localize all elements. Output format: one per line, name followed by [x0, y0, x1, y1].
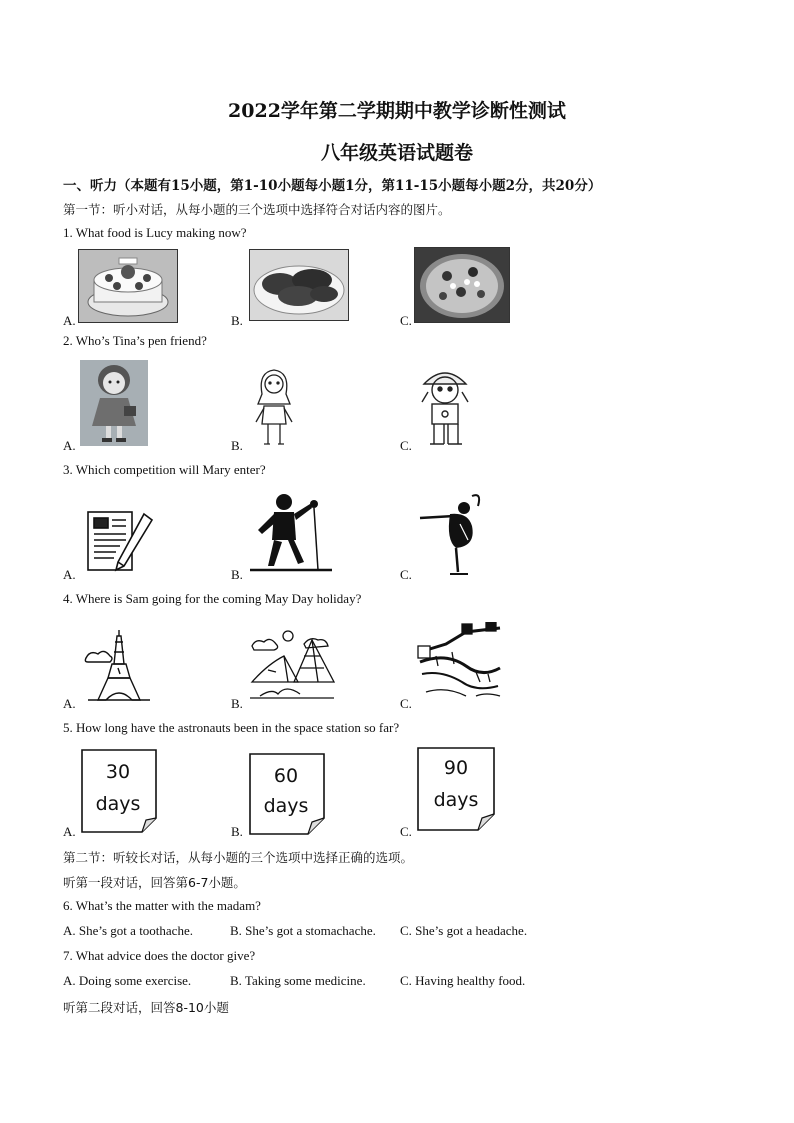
part2-instruction: 第二节：听较长对话，从每小题的三个选项中选择正确的选项。	[63, 850, 414, 865]
question-1: 1. What food is Lucy making now?	[63, 225, 247, 240]
question-5: 5. How long have the astronauts been in the space station so far?	[63, 720, 400, 735]
q4-option-b[interactable]: B.	[231, 696, 243, 711]
q7-option-a[interactable]: A. Doing some exercise.	[63, 973, 192, 988]
girl-long-hair-image[interactable]	[248, 364, 300, 448]
q5-option-a[interactable]: A.	[63, 824, 76, 839]
question-3: 3. Which competition will Mary enter?	[63, 462, 266, 477]
singer-with-microphone-image[interactable]	[248, 490, 334, 574]
q6-option-b[interactable]: B. She’s got a stomachache.	[230, 923, 376, 938]
cookies-image[interactable]	[249, 249, 349, 321]
exam-subtitle: 八年级英语试题卷	[320, 142, 473, 164]
card-90-unit: days	[433, 789, 479, 811]
ballet-dancer-image[interactable]	[416, 490, 488, 578]
q7-option-b[interactable]: B. Taking some medicine.	[230, 973, 366, 988]
girl-with-cap-image[interactable]	[414, 362, 476, 448]
q6-option-c[interactable]: C. She’s got a headache.	[400, 923, 528, 938]
q7-option-c[interactable]: C. Having healthy food.	[400, 973, 526, 988]
q3-option-c[interactable]: C.	[400, 567, 412, 582]
question-4: 4. Where is Sam going for the coming May Day holiday?	[63, 591, 362, 606]
q5-option-c[interactable]: C.	[400, 824, 412, 839]
q4-option-a[interactable]: A.	[63, 696, 76, 711]
listening-section-heading: 一、听力（本题有15小题，第1-10小题每小题1分，第11-15小题每小题2分，共20分）	[63, 178, 602, 194]
dialogue2-instruction: 听第二段对话，回答8-10小题	[63, 1000, 229, 1015]
card-90-days[interactable]	[416, 746, 496, 832]
card-60-number: 60	[273, 765, 299, 787]
card-90-number: 90	[443, 757, 469, 779]
eiffel-tower-image[interactable]	[84, 628, 154, 704]
pizza-image[interactable]	[414, 247, 510, 323]
q2-option-c[interactable]: C.	[400, 438, 412, 453]
part1-instruction: 第一节：听小对话，从每小题的三个选项中选择符合对话内容的图片。	[63, 202, 451, 217]
pyramids-image[interactable]	[248, 626, 336, 702]
q1-option-a[interactable]: A.	[63, 313, 76, 328]
exam-title: 2022学年第二学期期中教学诊断性测试	[228, 100, 566, 122]
question-2: 2. Who’s Tina’s pen friend?	[63, 333, 207, 348]
q6-option-a[interactable]: A. She’s got a toothache.	[63, 923, 193, 938]
cake-image[interactable]	[78, 249, 178, 323]
card-30-days[interactable]	[80, 748, 158, 834]
dialogue1-instruction: 听第一段对话，回答第6-7小题。	[63, 875, 246, 890]
card-60-days[interactable]	[248, 752, 326, 836]
q2-option-a[interactable]: A.	[63, 438, 76, 453]
q5-option-b[interactable]: B.	[231, 824, 243, 839]
card-30-unit: days	[95, 793, 141, 815]
q1-option-b[interactable]: B.	[231, 313, 243, 328]
q3-option-a[interactable]: A.	[63, 567, 76, 582]
question-6: 6. What’s the matter with the madam?	[63, 898, 261, 913]
q7-options-row	[63, 973, 526, 989]
question-7: 7. What advice does the doctor give?	[63, 948, 256, 963]
q3-option-b[interactable]: B.	[231, 567, 243, 582]
q4-option-c[interactable]: C.	[400, 696, 412, 711]
card-30-number: 30	[105, 761, 131, 783]
writing-paper-pen-image[interactable]	[84, 508, 156, 576]
girl-with-bag-image[interactable]	[80, 360, 148, 446]
q6-options-row	[63, 923, 528, 939]
q2-option-b[interactable]: B.	[231, 438, 243, 453]
card-60-unit: days	[263, 795, 309, 817]
q1-option-c[interactable]: C.	[400, 313, 412, 328]
great-wall-image[interactable]	[416, 622, 502, 704]
